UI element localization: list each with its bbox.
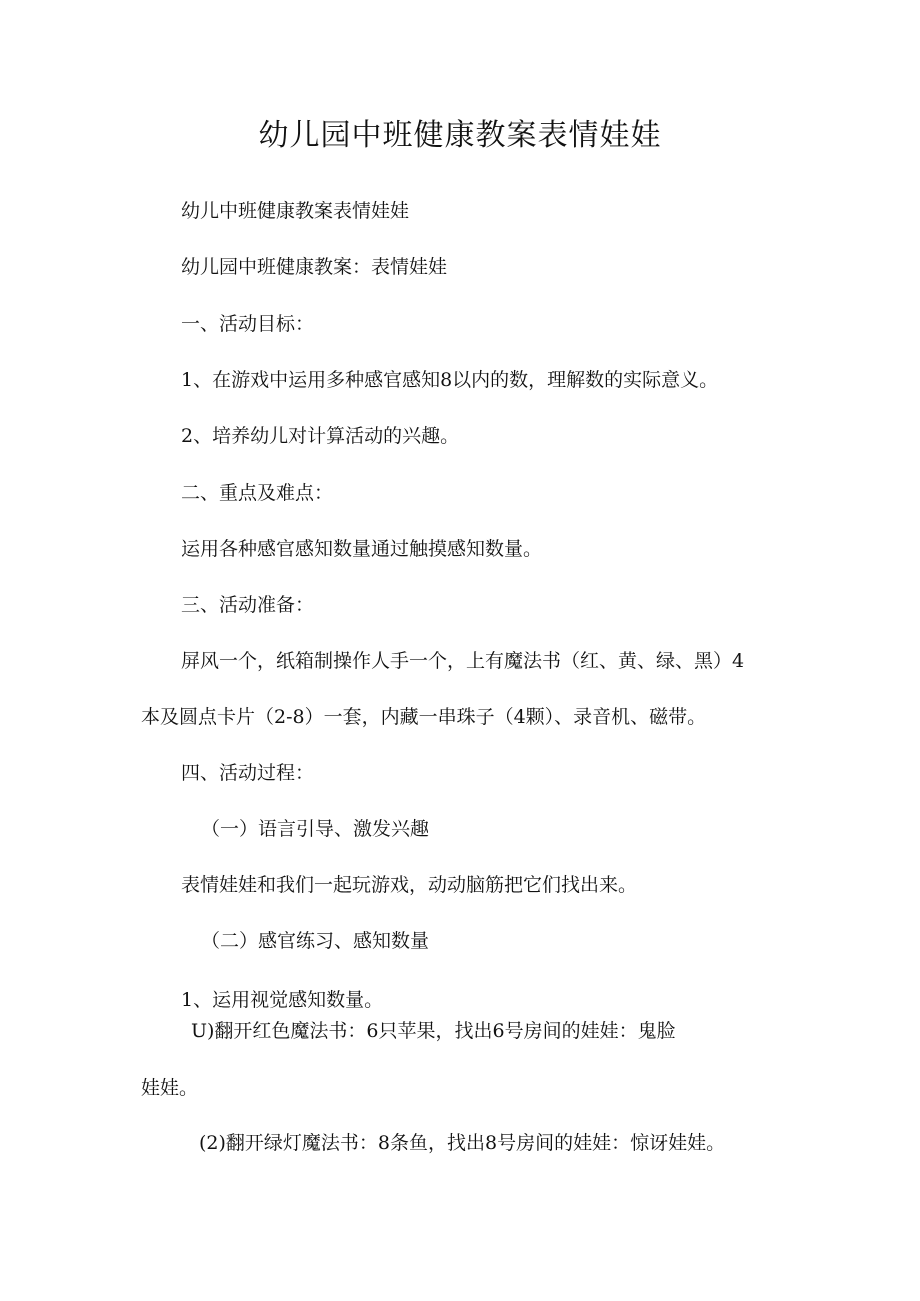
paragraph-line: 表情娃娃和我们一起玩游戏，动动脑筋把它们找出来。 <box>181 874 638 896</box>
paragraph-line: 2、培养幼儿对计算活动的兴趣。 <box>181 425 460 447</box>
subsection-heading: （二）感官练习、感知数量 <box>201 930 430 952</box>
paragraph-line: 本及圆点卡片（2-8）一套，内藏一串珠子（4颗）、录音机、磁带。 <box>141 706 707 728</box>
paragraph-line: 1、在游戏中运用多种感官感知8以内的数，理解数的实际意义。 <box>181 369 719 391</box>
subsection-heading: （一）语言引导、激发兴趣 <box>201 818 430 840</box>
paragraph-line: 幼儿园中班健康教案：表情娃娃 <box>181 256 448 278</box>
section-heading: 四、活动过程： <box>181 762 315 784</box>
paragraph-line: (2)翻开绿灯魔法书：8条鱼，找出8号房间的娃娃：惊讶娃娃。 <box>199 1132 726 1154</box>
paragraph-line: U)翻开红色魔法书：6只苹果，找出6号房间的娃娃：鬼脸 <box>191 1020 676 1042</box>
paragraph-line: 运用各种感官感知数量通过触摸感知数量。 <box>181 538 543 560</box>
paragraph-line: 幼儿中班健康教案表情娃娃 <box>181 200 410 222</box>
section-heading: 二、重点及难点： <box>181 482 334 504</box>
paragraph-line: 娃娃。 <box>141 1077 199 1099</box>
section-heading: 一、活动目标： <box>181 313 315 335</box>
paragraph-line: 1、运用视觉感知数量。 <box>181 989 384 1011</box>
document-title: 幼儿园中班健康教案表情娃娃 <box>258 118 662 153</box>
section-heading: 三、活动准备： <box>181 594 315 616</box>
paragraph-line: 屏风一个，纸箱制操作人手一个，上有魔法书（红、黄、绿、黑）4 <box>181 650 745 672</box>
